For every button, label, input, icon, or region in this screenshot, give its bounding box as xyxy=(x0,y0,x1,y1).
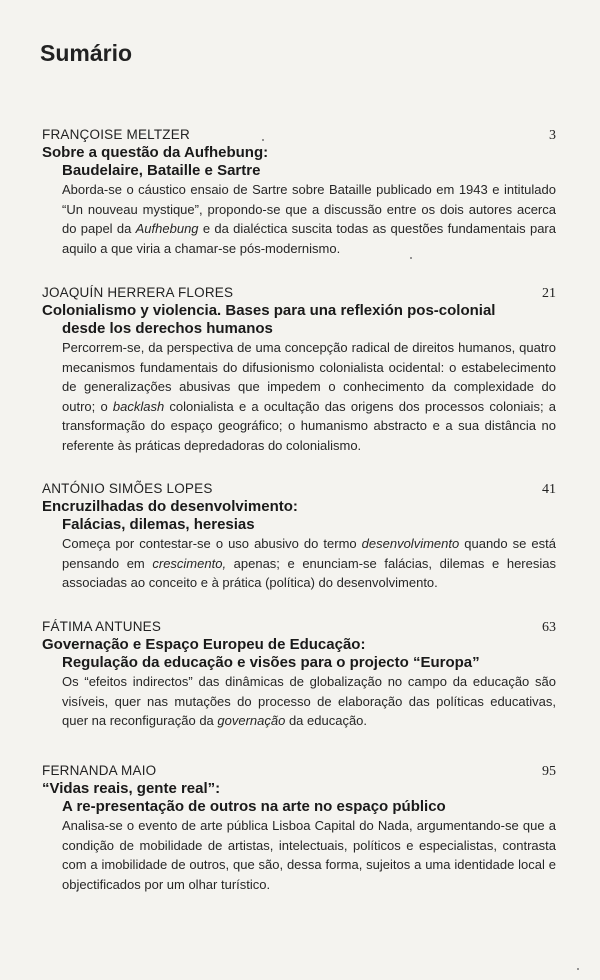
entry-page-number: 63 xyxy=(542,620,556,635)
entry-abstract: Os “efeitos indirectos” das dinâmicas de globalização no campo da educação são visíveis, quer nas mutações do processo de elaboração das políticas educativas, quer na reconfiguração da governação da educação. xyxy=(62,674,556,728)
entry-title: Encruzilhadas do desenvolvimento: xyxy=(42,498,298,515)
entry-header xyxy=(42,127,556,144)
entry-page-number: 95 xyxy=(542,764,556,779)
entry-header xyxy=(42,285,556,302)
entry-author: FÁTIMA ANTUNES xyxy=(42,619,162,634)
paper-speck xyxy=(577,968,579,970)
paper-speck xyxy=(262,139,264,141)
entry-author: ANTÓNIO SIMÕES LOPES xyxy=(42,481,213,496)
entry-subtitle: Baudelaire, Bataille e Sartre xyxy=(62,162,261,179)
entry-author: JOAQUÍN HERRERA FLORES xyxy=(42,285,234,300)
toc-entry xyxy=(42,619,556,731)
entry-header xyxy=(42,481,556,498)
italic-term: crescimento, xyxy=(152,555,227,571)
entry-abstract: Começa por contestar-se o uso abusivo do termo desenvolvimento quando se está pensando em crescimento, apenas; e enunciam-se falácias, dilemas e heresias associadas ao conceito e à prática (política) do desenvolvimento. xyxy=(62,536,556,590)
entry-author: FRANÇOISE MELTZER xyxy=(42,127,190,142)
entry-page-number: 41 xyxy=(542,482,556,497)
entry-header xyxy=(42,763,556,780)
entry-subtitle: desde los derechos humanos xyxy=(62,320,273,337)
italic-term: governação xyxy=(217,713,286,728)
italic-term: desenvolvimento xyxy=(361,536,460,551)
entry-title: Colonialismo y violencia. Bases para una reflexión pos-colonial xyxy=(42,302,496,319)
entry-subtitle: A re-presentação de outros na arte no espaço público xyxy=(62,798,446,815)
entry-abstract: Aborda-se o cáustico ensaio de Sartre sobre Bataille publicado em 1943 e intitulado “Un nouveau mystique”, propondo-se que a discussão entre os dois autores acerca do papel da Aufhebung e da dialéctica suscita todas as questões fundamentais para aquilo a que viria a chamar-se pós-modernismo. xyxy=(62,182,556,256)
toc-entry xyxy=(42,285,556,455)
entry-subtitle: Regulação da educação e visões para o projecto “Europa” xyxy=(62,654,480,671)
entry-header xyxy=(42,619,556,636)
italic-term: Aufhebung xyxy=(135,221,199,236)
entry-title: “Vidas reais, gente real”: xyxy=(42,780,221,797)
entry-title: Sobre a questão da Aufhebung: xyxy=(42,144,269,161)
entry-page-number: 21 xyxy=(542,286,556,301)
entry-subtitle: Falácias, dilemas, heresias xyxy=(62,516,255,533)
entry-author: FERNANDA MAIO xyxy=(42,763,157,778)
entry-title: Governação e Espaço Europeu de Educação: xyxy=(42,636,366,653)
paper-speck xyxy=(410,257,412,259)
toc-entry xyxy=(42,481,556,593)
page-title: Sumário xyxy=(40,40,133,66)
entry-page-number: 3 xyxy=(549,128,556,143)
entry-abstract: Analisa-se o evento de arte pública Lisboa Capital do Nada, argumentando-se que a condição de mobilidade de artistas, intelectuais, políticos e especialistas, contrasta com a imobilidade de outros, que são, dessa forma, sujeitos a uma identidade local e objectificados por um olhar turístico. xyxy=(62,818,556,892)
toc-entry xyxy=(42,127,556,258)
toc-entry xyxy=(42,763,556,894)
entry-abstract: Percorrem-se, da perspectiva de uma concepção radical de direitos humanos, quatro mecanismos fundamentais do difusionismo colonialista ocidental: o estabelecimento de generalizações abusivas que impedem o conhecimento da complexidade do outro; o backlash colonialista e a ocultação das origens dos processos coloniais; a transformação do espaço geográfico; o humanismo abstracto e a sua distância no referente às práticas depredadoras do colonialismo. xyxy=(62,340,556,453)
italic-term: backlash xyxy=(112,398,165,414)
